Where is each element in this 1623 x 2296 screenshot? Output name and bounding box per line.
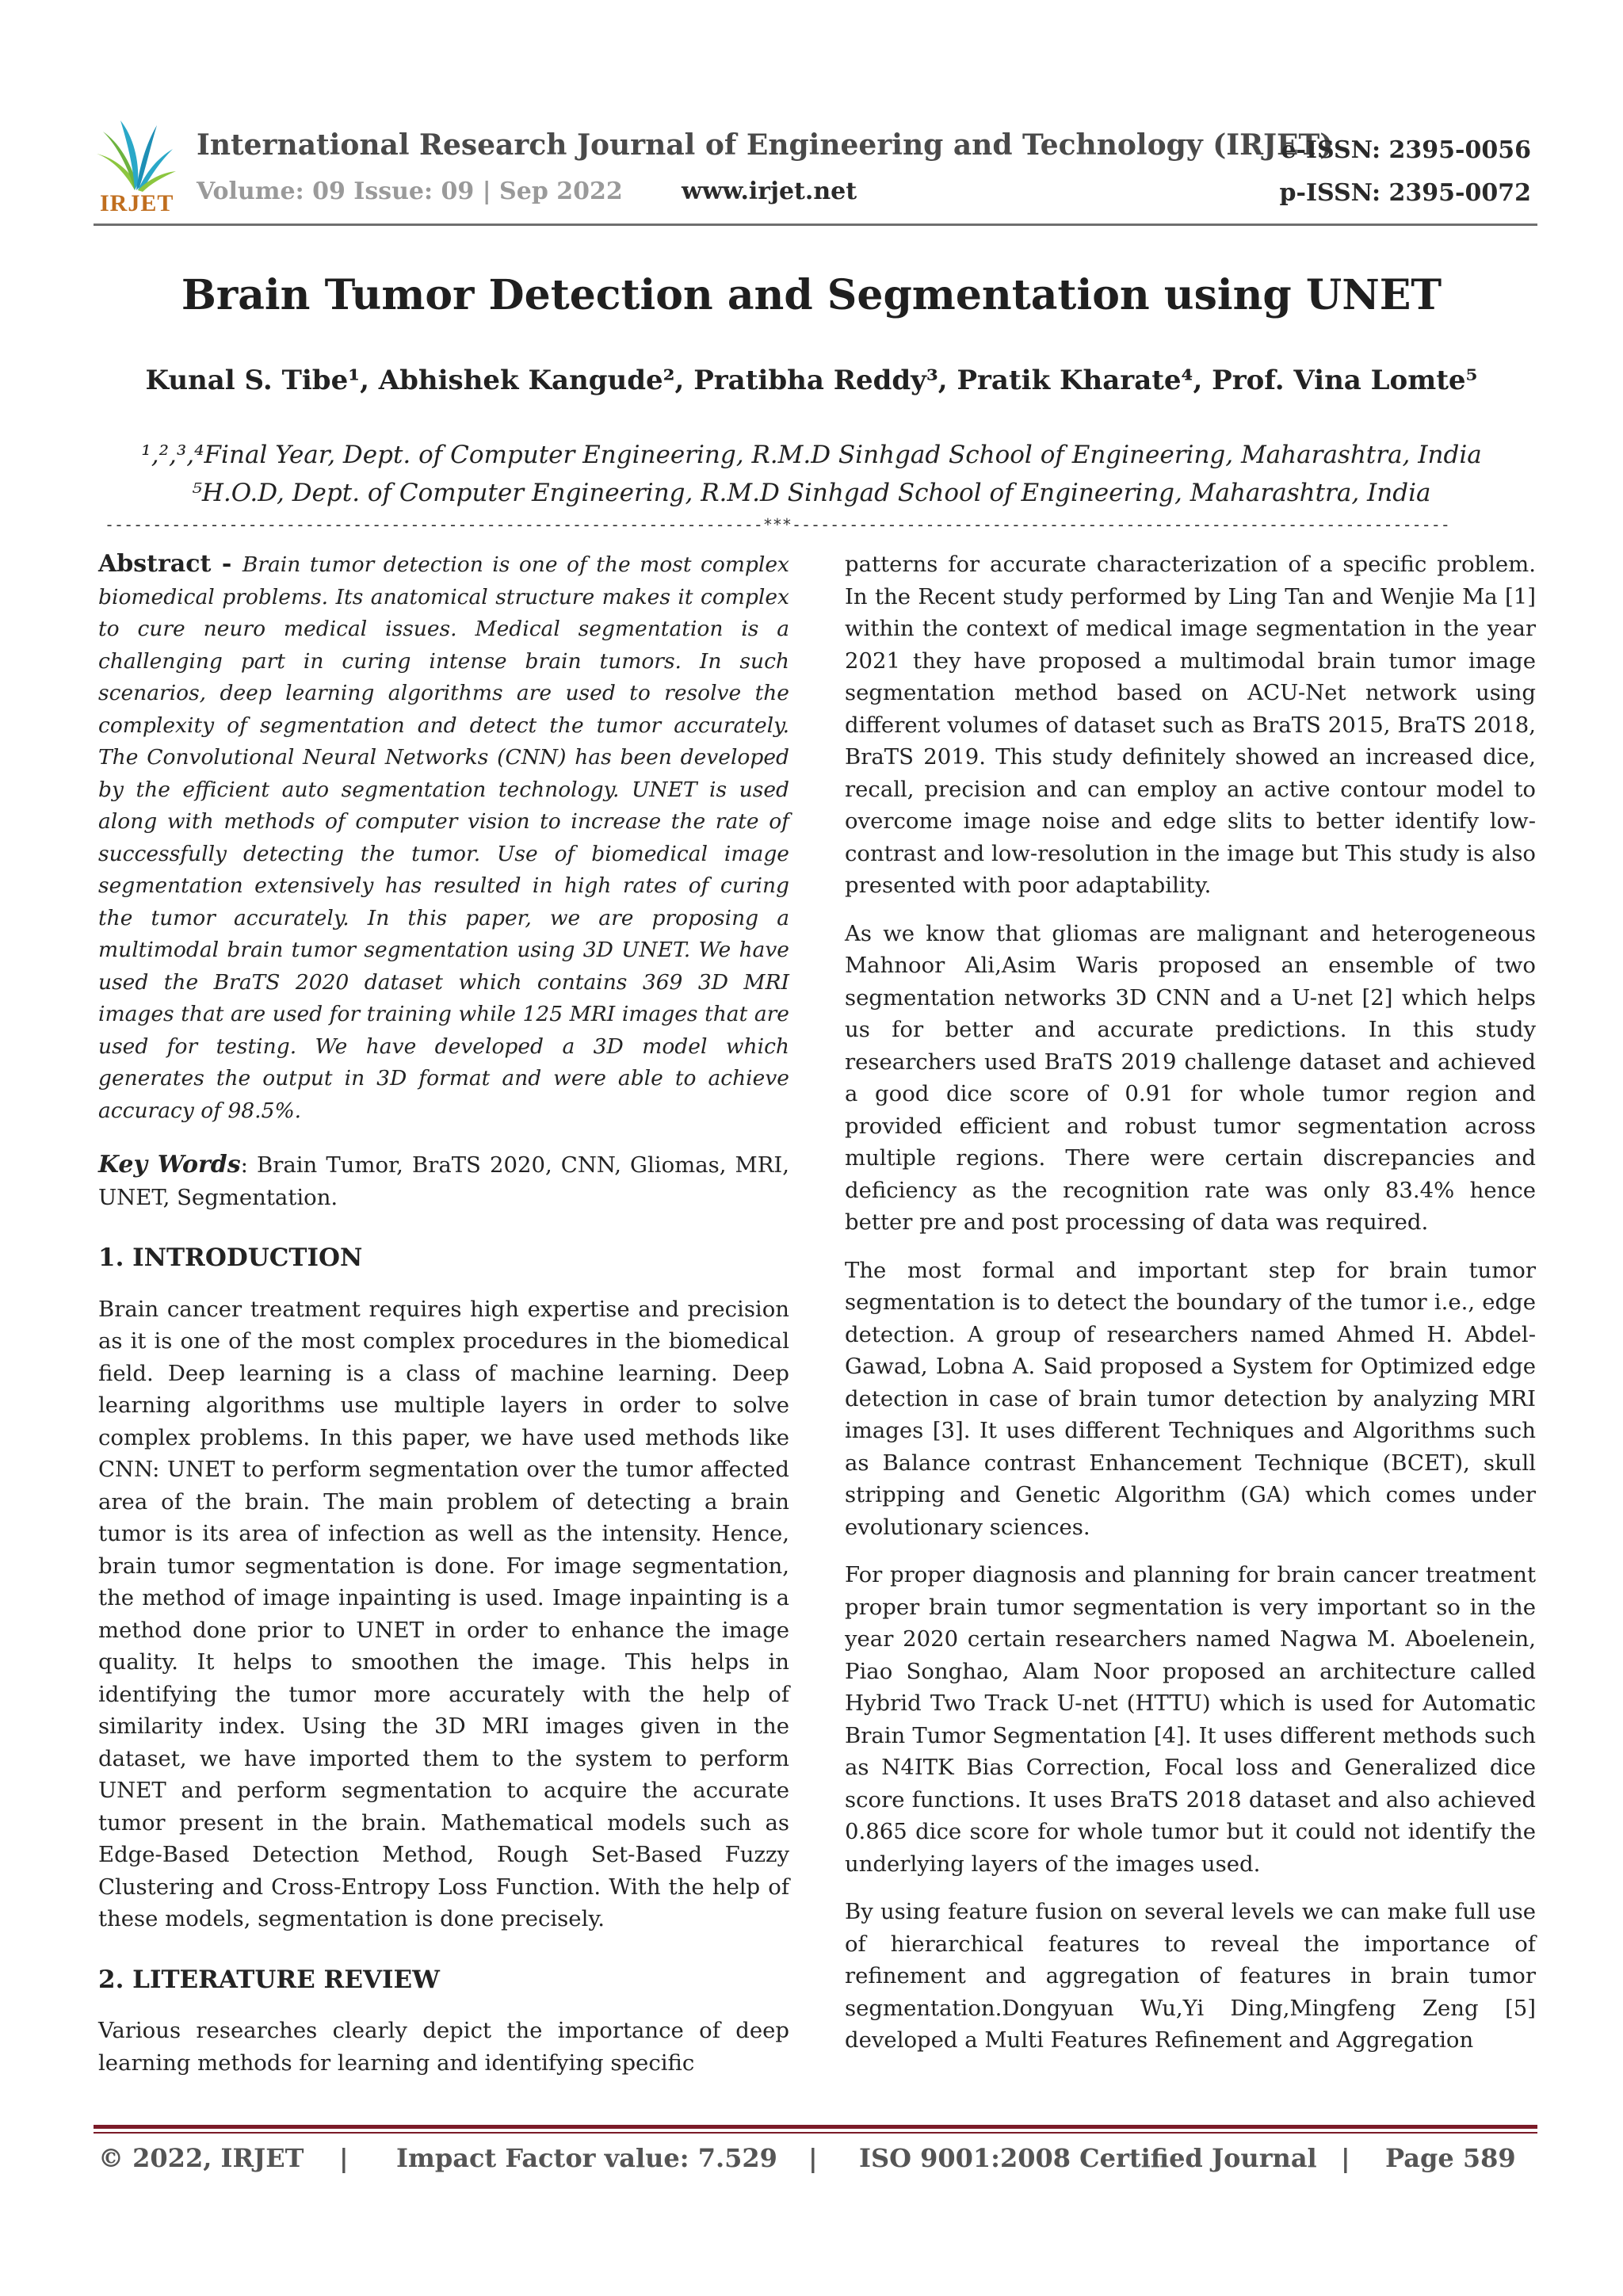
affiliation-2: ⁵H.O.D, Dept. of Computer Engineering, R.M.D Sinhgad School of Engineering, Maharashtra, India <box>192 479 1431 507</box>
volume-issue: Volume: 09 Issue: 09 | Sep 2022 <box>197 178 623 205</box>
abstract-label: Abstract - <box>98 550 242 578</box>
paragraph-ref-5: By using feature fusion on several levels we can make full use of hierarchical features to reveal the importance of refinement and aggregation of features in brain tumor segmentation.Dongyuan Wu,Yi Ding,Mingfeng Zeng [5] developed a Multi Features Refinement and Aggregation <box>845 1899 1536 2053</box>
p-issn: p-ISSN: 2395-0072 <box>1279 179 1531 207</box>
footer-page-number: Page 589 <box>1385 2143 1516 2173</box>
left-column <box>98 548 789 2095</box>
abstract <box>98 548 789 1127</box>
footer-copyright: © 2022, IRJET <box>98 2143 304 2173</box>
literature-review-paragraph: Various researches clearly depict the importance of deep learning methods for learning and identifying specific <box>98 2018 789 2076</box>
footer-separator: | <box>808 2143 818 2173</box>
right-column <box>845 548 1536 2073</box>
journal-title: International Research Journal of Engineering and Technology (IRJET) <box>197 128 1334 162</box>
keywords-label: Key Words <box>98 1151 241 1179</box>
paragraph-ref-2: As we know that gliomas are malignant and heterogeneous Mahnoor Ali,Asim Waris proposed an ensemble of two segmentation networks 3D CNN and a U-net [2] which helps us for better and accurate predictions. In this study researchers used BraTS 2019 challenge dataset and achieved a good dice score of 0.91 for whole tumor region and provided efficient and robust tumor segmentation across multiple regions. There were certain discrepancies and deficiency as the recognition rate was only 83.4% hence better pre and post processing of data was required. <box>845 920 1536 1235</box>
introduction-paragraph: Brain cancer treatment requires high expertise and precision as it is one of the most complex procedures in the biomedical field. Deep learning is a class of machine learning. Deep learning algorithms use multiple layers in order to solve complex problems. In this paper, we have used methods like CNN: UNET to perform segmentation over the tumor affected area of the brain. The main problem of detecting a brain tumor is its area of infection as well as the intensity. Hence, brain tumor segmentation is done. For image segmentation, the method of image inpainting is used. Image inpainting is a method done prior to UNET in order to enhance the image quality. It helps to smoothen the image. This helps in identifying the tumor more accurately with the help of similarity index. Using the 3D MRI images given in the dataset, we have imported them to the system to perform UNET and perform segmentation to acquire the accurate tumor present in the brain. Mathematical models such as Edge-Based Detection Method, Rough Set-Based Fuzzy Clustering and Cross-Entropy Loss Function. With the help of these models, segmentation is done precisely. <box>98 1296 789 1931</box>
footer-impact-factor: Impact Factor value: 7.529 <box>396 2143 777 2173</box>
footer-separator: | <box>339 2143 349 2173</box>
leaf-logo-icon <box>94 117 176 193</box>
footer-iso: ISO 9001:2008 Certified Journal <box>859 2143 1317 2173</box>
footer-divider <box>94 2125 1537 2129</box>
introduction-heading: 1. INTRODUCTION <box>98 1244 363 1272</box>
paragraph-ref-1: patterns for accurate characterization of a specific problem. In the Recent study performed by Ling Tan and Wenjie Ma [1] within the context of medical image segmentation in the year 2021 they have proposed a multimodal brain tumor image segmentation method based on ACU-Net network using different volumes of dataset such as BraTS 2015, BraTS 2018, BraTS 2019. This study definitely showed an increased dice, recall, precision and can employ an active contour model to overcome image noise and edge slits to better identify low-contrast and low-resolution in the image but This study is also presented with poor adaptability. <box>845 552 1536 898</box>
keywords-text: : Brain Tumor, BraTS 2020, CNN, Gliomas, MRI, UNET, Segmentation. <box>98 1152 790 1210</box>
paragraph-ref-4: For proper diagnosis and planning for brain cancer treatment proper brain tumor segmentation is very important so in the year 2020 certain researchers named Nagwa M. Aboelenein, Piao Songhao, Alam Noor proposed an architecture called Hybrid Two Track U-net (HTTU) which is used for Automatic Brain Tumor Segmentation [4]. It uses different methods such as N4ITK Bias Correction, Focal loss and Generalized dice score functions. It uses BraTS 2018 dataset and also achieved 0.865 dice score for whole tumor but it could not identify the underlying layers of the images used. <box>845 1562 1536 1877</box>
footer-separator: | <box>1341 2143 1350 2173</box>
header-divider <box>94 223 1537 226</box>
section-separator: ---------------------------------------------------------------------***--------------------------------------------------------------------- <box>105 515 1450 534</box>
paper-title: Brain Tumor Detection and Segmentation using UNET <box>181 271 1442 319</box>
paragraph-ref-3: The most formal and important step for brain tumor segmentation is to detect the boundary of the tumor i.e., edge detection. A group of researchers named Ahmed H. Abdel-Gawad, Lobna A. Said proposed a System for Optimized edge detection in case of brain tumor detection by analyzing MRI images [3]. It uses different Techniques and Algorithms such as Balance contrast Enhancement Technique (BCET), skull stripping and Genetic Algorithm (GA) which comes under evolutionary sciences. <box>845 1257 1536 1540</box>
journal-header <box>94 117 1544 236</box>
e-issn: e-ISSN: 2395-0056 <box>1281 136 1531 164</box>
author-list: Kunal S. Tibe¹, Abhishek Kangude², Pratibha Reddy³, Pratik Kharate⁴, Prof. Vina Lomte⁵ <box>145 365 1478 396</box>
footer-divider-thin <box>94 2132 1537 2134</box>
keywords <box>98 1149 789 1213</box>
affiliation-1: ¹,²,³,⁴Final Year, Dept. of Computer Engineering, R.M.D Sinhgad School of Engineering, Maharashtra, India <box>141 441 1482 469</box>
journal-url[interactable]: www.irjet.net <box>682 178 857 205</box>
literature-review-heading: 2. LITERATURE REVIEW <box>98 1965 440 1994</box>
abstract-text: Brain tumor detection is one of the most complex biomedical problems. Its anatomical structure makes it complex to cure neuro medical issues. Medical segmentation is a challenging part in curing intense brain tumors. In such scenarios, deep learning algorithms are used to resolve the complexity of segmentation and detect the tumor accurately. The Convolutional Neural Networks (CNN) has been developed by the efficient auto segmentation technology. UNET is used along with methods of computer vision to increase the rate of successfully detecting the tumor. Use of biomedical image segmentation extensively has resulted in high rates of curing the tumor accurately. In this paper, we are proposing a multimodal brain tumor segmentation using 3D UNET. We have used the BraTS 2020 dataset which contains 369 3D MRI images that are used for training while 125 MRI images that are used for testing. We have developed a 3D model which generates the output in 3D format and were able to achieve accuracy of 98.5%. <box>98 552 789 1123</box>
logo-text: IRJET <box>100 190 174 216</box>
irjet-logo <box>94 117 176 219</box>
